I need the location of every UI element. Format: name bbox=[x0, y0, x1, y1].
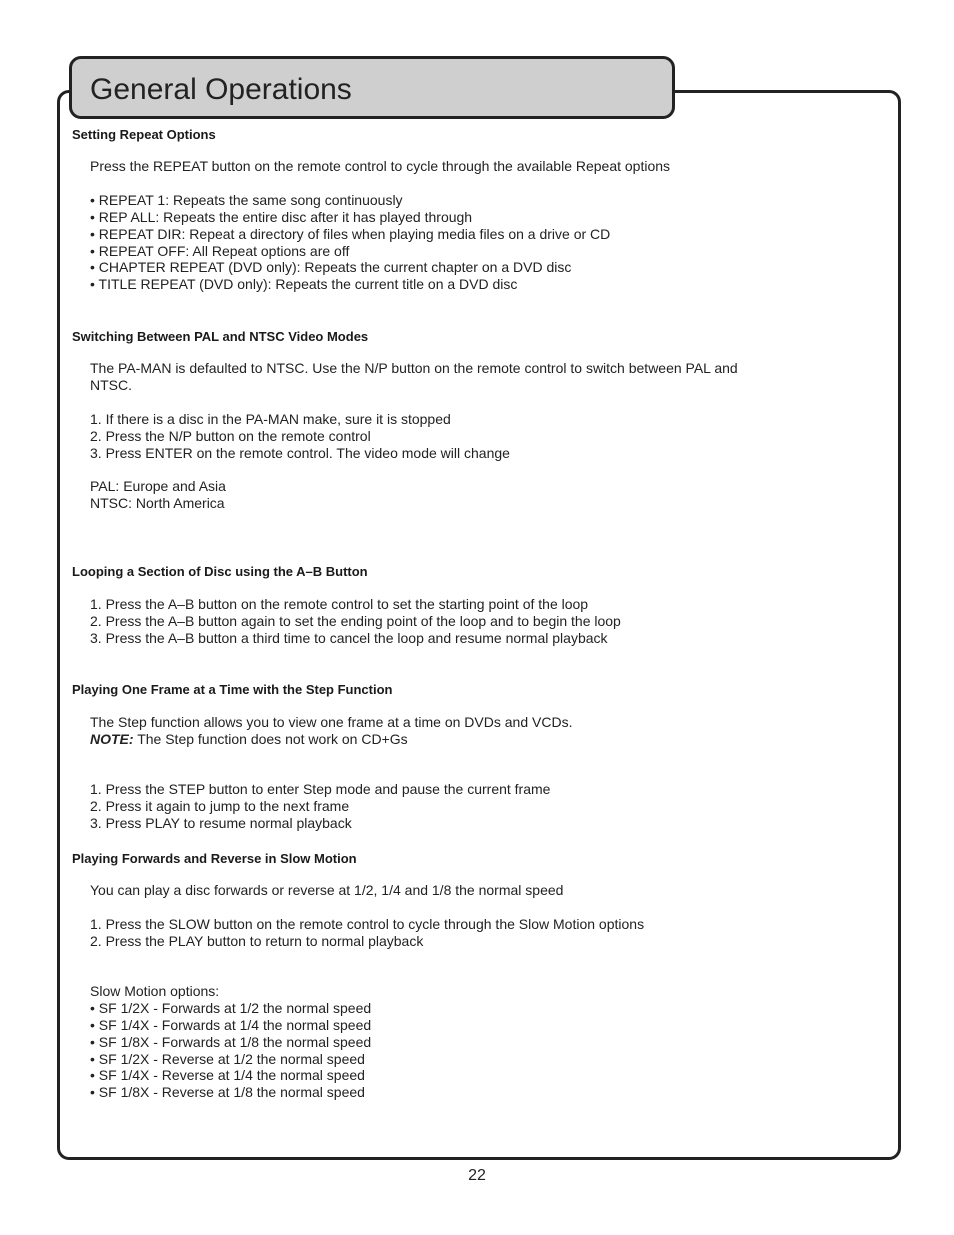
note-label: NOTE: bbox=[90, 731, 134, 747]
repeat-option: • REPEAT OFF: All Repeat options are off bbox=[90, 243, 350, 259]
slow-step: 1. Press the SLOW button on the remote control to cycle through the Slow Motion options bbox=[90, 916, 645, 932]
slow-option: • SF 1/4X - Reverse at 1/4 the normal speed bbox=[90, 1067, 365, 1083]
ab-loop-step: 2. Press the A–B button again to set the ending point of the loop and to begin the loop bbox=[90, 613, 621, 629]
section-heading-repeat: Setting Repeat Options bbox=[72, 127, 216, 142]
step-step: 1. Press the STEP button to enter Step mode and pause the current frame bbox=[90, 781, 551, 797]
slow-option: • SF 1/2X - Reverse at 1/2 the normal speed bbox=[90, 1051, 365, 1067]
pal-ntsc-intro: NTSC. bbox=[90, 377, 132, 393]
ab-loop-step: 1. Press the A–B button on the remote control to set the starting point of the loop bbox=[90, 596, 589, 612]
title-tab bbox=[69, 56, 675, 119]
slow-options-title: Slow Motion options: bbox=[90, 983, 220, 999]
section-heading-slow-motion: Playing Forwards and Reverse in Slow Motion bbox=[72, 851, 357, 866]
pal-ntsc-step: 2. Press the N/P button on the remote control bbox=[90, 428, 371, 444]
step-step: 3. Press PLAY to resume normal playback bbox=[90, 815, 352, 831]
step-intro: The Step function allows you to view one frame at a time on DVDs and VCDs. bbox=[90, 714, 573, 730]
section-heading-ab-loop: Looping a Section of Disc using the A–B Button bbox=[72, 564, 368, 579]
repeat-option: • REPEAT 1: Repeats the same song continuously bbox=[90, 192, 403, 208]
repeat-option: • REP ALL: Repeats the entire disc after it has played through bbox=[90, 209, 473, 225]
slow-intro: You can play a disc forwards or reverse at 1/2, 1/4 and 1/8 the normal speed bbox=[90, 882, 564, 898]
pal-ntsc-step: 3. Press ENTER on the remote control. The video mode will change bbox=[90, 445, 510, 461]
region-line: NTSC: North America bbox=[90, 495, 225, 511]
page-title: General Operations bbox=[90, 73, 352, 106]
section-heading-pal-ntsc: Switching Between PAL and NTSC Video Modes bbox=[72, 329, 369, 344]
step-step: 2. Press it again to jump to the next frame bbox=[90, 798, 350, 814]
page-number: 22 bbox=[468, 1167, 486, 1184]
repeat-option: • REPEAT DIR: Repeat a directory of files when playing media files on a drive or CD bbox=[90, 226, 611, 242]
step-note bbox=[90, 731, 408, 748]
section-heading-step: Playing One Frame at a Time with the Step Function bbox=[72, 682, 393, 697]
pal-ntsc-step: 1. If there is a disc in the PA-MAN make, sure it is stopped bbox=[90, 411, 451, 427]
region-line: PAL: Europe and Asia bbox=[90, 478, 226, 494]
note-text: The Step function does not work on CD+Gs bbox=[133, 731, 408, 747]
slow-step: 2. Press the PLAY button to return to normal playback bbox=[90, 933, 424, 949]
slow-option: • SF 1/2X - Forwards at 1/2 the normal speed bbox=[90, 1000, 372, 1016]
ab-loop-step: 3. Press the A–B button a third time to cancel the loop and resume normal playback bbox=[90, 630, 608, 646]
pal-ntsc-intro: The PA-MAN is defaulted to NTSC. Use the N/P button on the remote control to switch between PAL and bbox=[90, 360, 738, 376]
repeat-intro: Press the REPEAT button on the remote control to cycle through the available Repeat options bbox=[90, 158, 671, 174]
repeat-option: • CHAPTER REPEAT (DVD only): Repeats the current chapter on a DVD disc bbox=[90, 259, 572, 275]
repeat-option: • TITLE REPEAT (DVD only): Repeats the current title on a DVD disc bbox=[90, 276, 518, 292]
slow-option: • SF 1/4X - Forwards at 1/4 the normal speed bbox=[90, 1017, 372, 1033]
slow-option: • SF 1/8X - Forwards at 1/8 the normal speed bbox=[90, 1034, 372, 1050]
slow-option: • SF 1/8X - Reverse at 1/8 the normal speed bbox=[90, 1084, 365, 1100]
